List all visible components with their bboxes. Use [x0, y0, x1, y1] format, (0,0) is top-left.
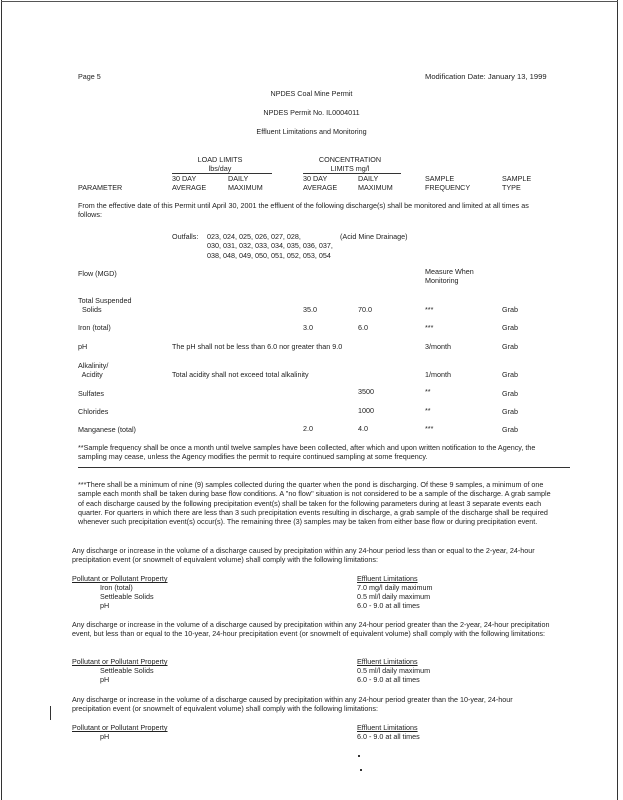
row-iron-type: Grab: [502, 323, 518, 332]
footnote-separator: [78, 467, 570, 468]
row-flow-param: Flow (MGD): [78, 269, 117, 278]
row-tss-param: Total Suspended Solids: [78, 296, 132, 315]
row-iron-daily: 6.0: [358, 323, 368, 332]
precip-1-item-limit: 7.0 mg/l daily maximum: [357, 583, 433, 592]
page-label: Page 5: [78, 72, 101, 81]
permit-title: NPDES Coal Mine Permit: [270, 89, 353, 98]
row-tss-daily: 70.0: [358, 305, 372, 314]
permit-number: NPDES Permit No. IL0004011: [263, 108, 360, 117]
precip-1-item-name: Settleable Solids: [100, 592, 154, 601]
col-30day-load: 30 DAY AVERAGE: [172, 174, 207, 193]
row-alkalinity-param: Alkalinity/ Acidity: [78, 361, 109, 380]
row-chlorides-type: Grab: [502, 407, 518, 416]
precip-1-item-name: Iron (total): [100, 583, 133, 592]
precip-3-item-name: pH: [100, 732, 110, 741]
row-alkalinity-type: Grab: [502, 370, 518, 379]
row-tss-type: Grab: [502, 305, 518, 314]
col-sample-type: SAMPLE TYPE: [502, 174, 532, 193]
outfalls-type: (Acid Mine Drainage): [340, 232, 408, 241]
row-iron-avg30: 3.0: [303, 323, 313, 332]
col-daily-conc: DAILY MAXIMUM: [358, 174, 393, 193]
outfalls-list: 023, 024, 025, 026, 027, 028, 030, 031, 032, 033, 034, 035, 036, 037, 038, 048, 049, 050, 051, 052, 053, 054: [207, 232, 333, 260]
intro-text: From the effective date of this Permit until April 30, 2001 the effluent of the following discharge(s) shall be monitored and limited at all times as follows:: [78, 201, 529, 220]
section-title: Effluent Limitations and Monitoring: [256, 127, 367, 136]
page-right-border: [617, 0, 618, 800]
precip-2-text: Any discharge or increase in the volume of a discharge caused by precipitation within any 24-hour period greater than the 2-year, 24-hour precipitation event, but less than or equal to the 10-year, 24-hour precipitation event (or snowmelt of equivalent volume) shall comply with the following limitations:: [72, 620, 550, 639]
row-chlorides-daily: 1000: [358, 406, 374, 415]
precip-2-pollutant-header: Pollutant or Pollutant Property: [72, 657, 168, 666]
row-sulfates-frequency: **: [425, 387, 431, 396]
concentration-heading: CONCENTRATION: [318, 155, 382, 164]
row-manganese-avg30: 2.0: [303, 424, 313, 433]
row-chlorides-param: Chlorides: [78, 407, 109, 416]
precip-1-item-name: pH: [100, 601, 110, 610]
scan-mark: [50, 706, 51, 720]
precip-1-item-limit: 0.5 ml/l daily maximum: [357, 592, 431, 601]
row-alkalinity-frequency: 1/month: [425, 370, 451, 379]
load-limits-heading: LOAD LIMITS: [197, 155, 243, 164]
col-sample-frequency: SAMPLE FREQUENCY: [425, 174, 471, 193]
precip-2-item-name: Settleable Solids: [100, 666, 154, 675]
precip-3-item-limit: 6.0 - 9.0 at all times: [357, 732, 420, 741]
scan-mark: [358, 755, 360, 757]
row-manganese-frequency: ***: [425, 424, 434, 433]
row-chlorides-frequency: **: [425, 406, 431, 415]
row-sulfates-daily: 3500: [358, 387, 374, 396]
row-iron-param: Iron (total): [78, 323, 111, 332]
row-ph-type: Grab: [502, 342, 518, 351]
col-daily-load: DAILY MAXIMUM: [228, 174, 263, 193]
row-iron-frequency: ***: [425, 323, 434, 332]
outfalls-label: Outfalls:: [172, 232, 199, 241]
load-limits-units: lbs/day: [208, 164, 232, 173]
precip-2-item-limit: 6.0 - 9.0 at all times: [357, 675, 420, 684]
precip-1-text: Any discharge or increase in the volume of a discharge caused by precipitation within any 24-hour period less than or equal to the 2-year, 24-hour precipitation event (or snowmelt of equivalent volume) shall comply with the following limitations:: [72, 546, 535, 565]
row-flow-frequency: Measure When Monitoring: [425, 267, 474, 286]
modification-date: Modification Date: January 13, 1999: [425, 72, 547, 81]
concentration-units: LIMITS mg/l: [330, 164, 370, 173]
precip-1-pollutant-header: Pollutant or Pollutant Property: [72, 574, 168, 583]
scan-mark: [360, 769, 362, 771]
row-ph-param: pH: [78, 342, 88, 351]
row-tss-avg30: 35.0: [303, 305, 317, 314]
row-sulfates-type: Grab: [502, 389, 518, 398]
footnote-three-star: ***There shall be a minimum of nine (9) samples collected during the quarter when the pond is discharging. Of these 9 samples, a minimum of one sample each month shall be taken during base flow conditions. A "no flow" situation is not considered to be a sample of the discharge. A grab sample of each discharge caused by the following precipitation event(s) shall be taken for the following parameters during at least 3 separate events each quarter. For quarters in which there are less than 3 such precipitation events resulting in discharge, a grab sample of the discharge shall be required whenever such precipitation event(s) occur(s). The remaining three (3) samples may be taken from either base flow or during precipitation event.: [78, 480, 551, 527]
precip-2-item-name: pH: [100, 675, 110, 684]
row-manganese-daily: 4.0: [358, 424, 368, 433]
page-top-border: [1, 1, 618, 2]
precip-1-limit-header: Effluent Limitations: [357, 574, 418, 583]
precip-2-limit-header: Effluent Limitations: [357, 657, 418, 666]
precip-2-item-limit: 0.5 ml/l daily maximum: [357, 666, 431, 675]
row-alkalinity-note: Total acidity shall not exceed total alkalinity: [172, 370, 309, 379]
precip-3-text: Any discharge or increase in the volume of a discharge caused by precipitation within any 24-hour period greater than the 10-year, 24-hour precipitation event (or snowmelt of equivalent volume) shall comply with the following limitations:: [72, 695, 513, 714]
row-ph-frequency: 3/month: [425, 342, 451, 351]
col-parameter: PARAMETER: [78, 183, 123, 192]
row-sulfates-param: Sulfates: [78, 389, 104, 398]
footnote-two-star: **Sample frequency shall be once a month until twelve samples have been collected, after which and upon written notification to the Agency, the sampling may cease, unless the Agency modifies the permit to require continued sampling at some frequency.: [78, 443, 536, 462]
col-30day-conc: 30 DAY AVERAGE: [303, 174, 338, 193]
row-manganese-type: Grab: [502, 425, 518, 434]
page-left-border: [1, 0, 2, 800]
precip-3-pollutant-header: Pollutant or Pollutant Property: [72, 723, 168, 732]
row-manganese-param: Manganese (total): [78, 425, 136, 434]
precip-3-limit-header: Effluent Limitations: [357, 723, 418, 732]
precip-1-item-limit: 6.0 - 9.0 at all times: [357, 601, 420, 610]
row-tss-frequency: ***: [425, 305, 434, 314]
row-ph-note: The pH shall not be less than 6.0 nor greater than 9.0: [172, 342, 343, 351]
